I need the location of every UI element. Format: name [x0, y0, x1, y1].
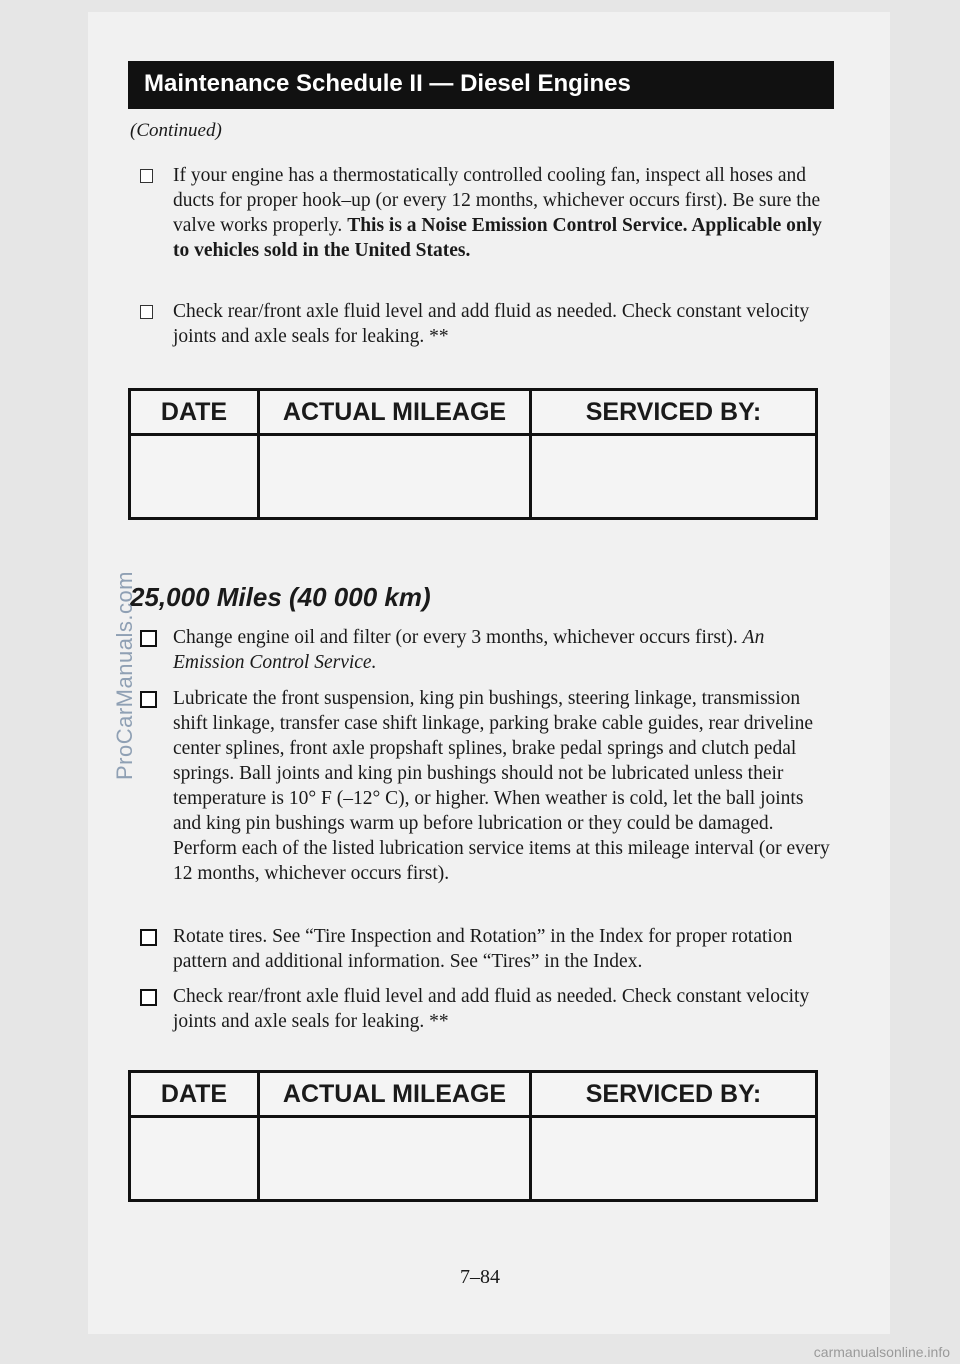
continued-label: (Continued): [130, 120, 222, 141]
item-body: Change engine oil and filter (or every 3 months, whichever occurs first).: [173, 627, 743, 648]
item-text: Lubricate the front suspension, king pin bushings, steering linkage, transmission shift linkage, transfer case shift linkage, parking brake cable guides, rear driveline center splines, front axle propshaft splines, brake pedal springs and clutch pedal springs. Ball joints and king pin bushings should not be lubricated unless their temperature is 10° F (–12° C), or higher. When weather is cold, let the ball joints and king pin bushings warm up before lubrication or they could be damaged. Perform each of the listed lubrication service items at this mileage interval (or every 12 months, whichever occurs first).: [173, 688, 830, 884]
footer-watermark: carmanualsonline.info: [813, 1344, 950, 1360]
date-column-header: DATE: [160, 398, 228, 426]
checklist-item: [140, 163, 830, 263]
checklist-item: [140, 625, 830, 675]
serviced-by-column-header: SERVICED BY:: [585, 398, 762, 426]
checkbox-icon[interactable]: [140, 929, 157, 946]
side-watermark: ProCarManuals.com: [112, 570, 137, 780]
service-log-table: [128, 1070, 818, 1202]
service-log-table: [128, 388, 818, 520]
item-text: Check rear/front axle fluid level and add fluid as needed. Check constant velocity joints and axle seals for leaking. **: [173, 301, 810, 347]
checkbox-icon[interactable]: [140, 305, 153, 319]
checklist-item: [140, 299, 830, 349]
item-emphasis: This is a Noise Emission Control Service. Applicable only to vehicles sold in the United States.: [173, 215, 822, 261]
mileage-column-header: ACTUAL MILEAGE: [282, 1080, 507, 1108]
item-text: [173, 163, 830, 263]
checkbox-icon[interactable]: [140, 691, 157, 708]
page-title: Maintenance Schedule II — Diesel Engines: [144, 70, 631, 97]
checklist-item: [140, 924, 830, 974]
checkbox-icon[interactable]: [140, 989, 157, 1006]
date-column-header: DATE: [160, 1080, 228, 1108]
checkbox-icon[interactable]: [140, 630, 157, 647]
mileage-column-header: ACTUAL MILEAGE: [282, 398, 507, 426]
item-text: Check rear/front axle fluid level and add fluid as needed. Check constant velocity joints and axle seals for leaking. **: [173, 986, 810, 1032]
item-body: If your engine has a thermostatically controlled cooling fan, inspect all hoses and ducts for proper hook–up (or every 12 months, whichever occurs first). Be sure the valve works properly.: [173, 165, 821, 236]
item-text: [173, 625, 830, 675]
checklist-item: [140, 686, 830, 886]
section-header-bar: [128, 61, 834, 109]
item-text: Rotate tires. See “Tire Inspection and Rotation” in the Index for proper rotation pattern and additional information. See “Tires” in the Index.: [173, 926, 793, 972]
checklist-item: [140, 984, 830, 1034]
mileage-section-heading: 25,000 Miles (40 000 km): [130, 582, 431, 612]
checkbox-icon[interactable]: [140, 169, 153, 183]
page-number: 7–84: [460, 1266, 500, 1288]
serviced-by-column-header: SERVICED BY:: [585, 1080, 762, 1108]
item-emphasis: An Emission Control Service.: [173, 627, 765, 673]
